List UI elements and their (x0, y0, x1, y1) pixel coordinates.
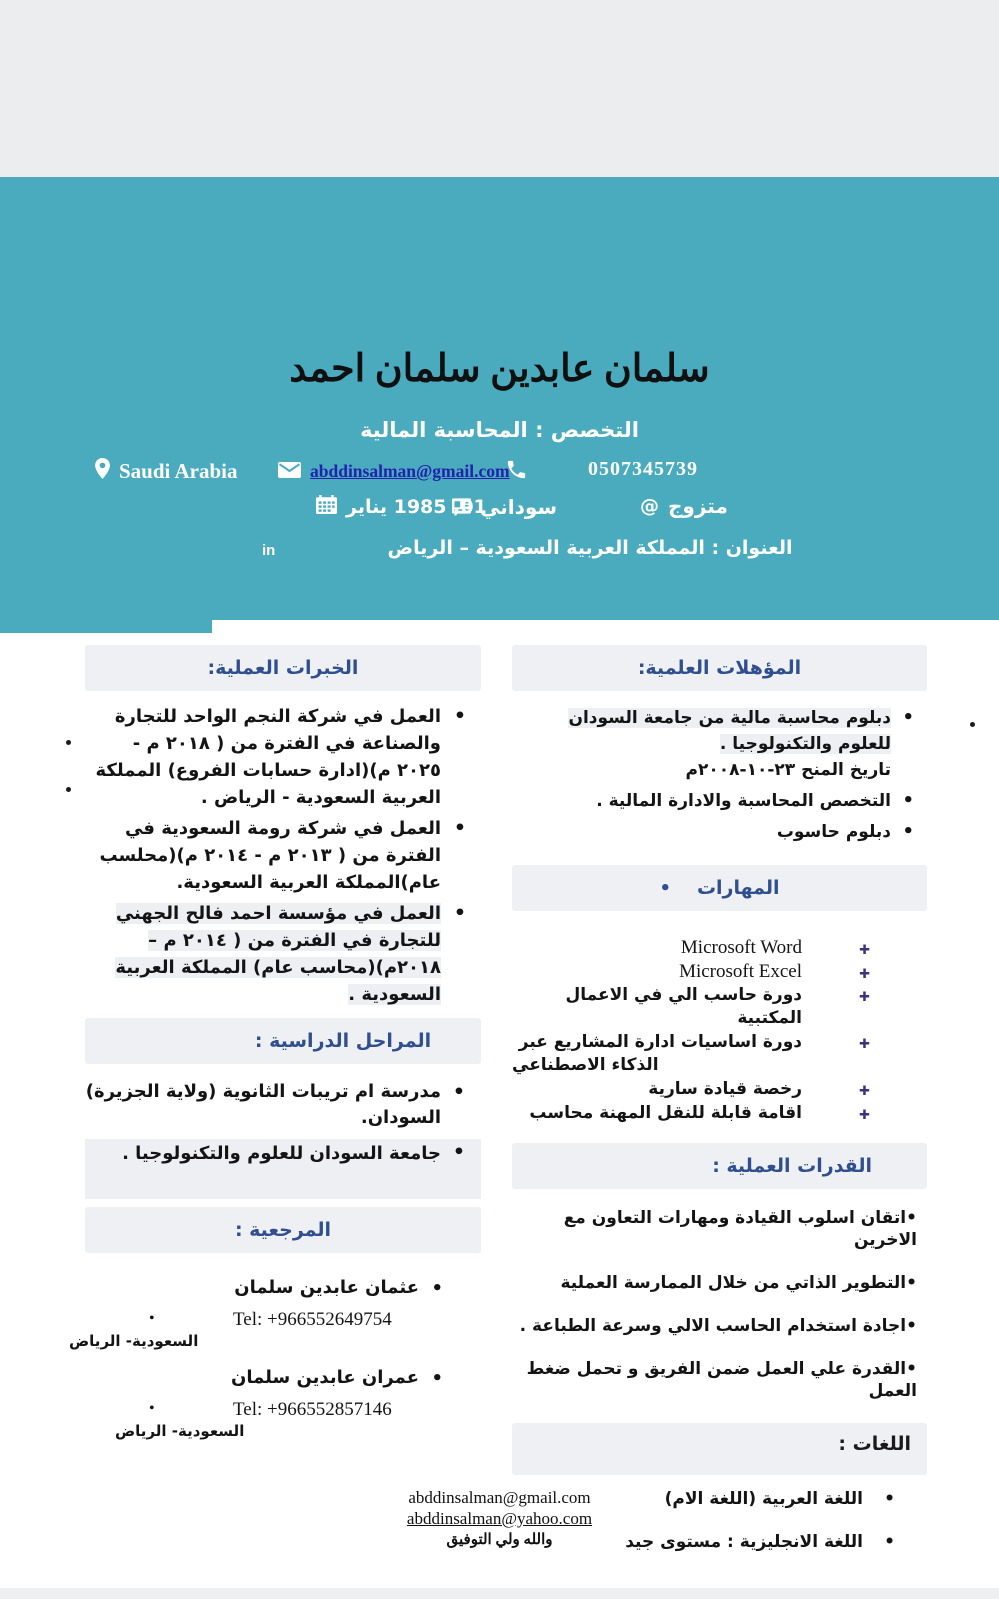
birth-date-group (316, 495, 487, 519)
section-header-references: المرجعية : (85, 1207, 481, 1253)
skill-item: ✚ Microsoft Excel (512, 960, 927, 983)
phone-icon (505, 458, 528, 485)
calendar-icon (316, 495, 337, 519)
experience-list (85, 703, 481, 1008)
skill-item: ✚ دورة اساسيات ادارة المشاريع عبر الذكاء الاصطناعي (512, 1031, 927, 1077)
reference-phone: • Tel: +966552857146 (85, 1399, 481, 1421)
marital-status-label: متزوج (668, 494, 728, 518)
skills-list (512, 936, 927, 1125)
specialty-subtitle: التخصص : المحاسبة المالية (360, 418, 639, 442)
left-column (69, 645, 481, 1457)
email-link[interactable]: abddinsalman@gmail.com (310, 461, 510, 481)
ability-item: • اتقان اسلوب القيادة ومهارات التعاون مع الاخرين (512, 1207, 927, 1251)
education-stage-item: • جامعة السودان للعلوم والتكنولوجيا . (85, 1139, 481, 1199)
marital-at-icon: @ (640, 495, 659, 517)
footer-yahoo-link[interactable]: abddinsalman@yahoo.com (406, 1509, 593, 1528)
ability-item: • اجادة استخدام الحاسب الالي وسرعة الطباعة . (512, 1315, 927, 1337)
header-teal-step (0, 620, 212, 633)
address-line: العنوان : المملكة العربية السعودية – الرياض (387, 537, 793, 559)
birth-date-label: 01, 1985 يناير (346, 496, 487, 518)
reference-phone: • Tel: +966552649754 (85, 1309, 481, 1331)
reference-location: السعودية- الرياض (69, 1332, 199, 1350)
marital-status-group (640, 494, 728, 518)
nationality-label: سوداني (480, 495, 558, 519)
skills-title: المهارات (696, 877, 780, 899)
section-header-skills (512, 865, 927, 911)
experience-item: • العمل في شركة النجم الواحد للتجارة والصناعة في الفترة من ( ٢٠١٨ م - ٢٠٢٥ م)(ادارة حسابات الفروع) المملكة العربية السعودية - الرياض . (85, 703, 481, 811)
experience-item: • العمل في شركة رومة السعودية في الفترة من ( ٢٠١٣ م - ٢٠١٤ م)(محلسب عام)المملكة العربية السعودية. (85, 815, 481, 896)
qualification-grant-date: تاريخ المنح ٢٣-١٠-٢٠٠٨م (685, 760, 891, 780)
linkedin-icon[interactable]: in (262, 542, 276, 559)
page-title: سلمان عابدين سلمان احمد (289, 348, 710, 390)
reference-name: • عمران عابدين سلمان (85, 1367, 481, 1388)
location-group (95, 458, 237, 485)
footer-gmail: abddinsalman@gmail.com (408, 1488, 591, 1507)
envelope-icon (278, 462, 301, 482)
experience-item: • العمل في مؤسسة احمد فالح الجهني للتجارة في الفترة من ( ٢٠١٤ م – ٢٠١٨م)(محاسب عام) المملكة العربية السعودية . (85, 900, 481, 1008)
section-header-qualifications: المؤهلات العلمية: (512, 645, 927, 691)
ability-item: • التطوير الذاتي من خلال الممارسة العملية (512, 1272, 927, 1294)
location-pin-icon (95, 458, 110, 485)
skill-item: ✚ Microsoft Word (512, 936, 927, 959)
top-gray-band (0, 0, 999, 177)
bottom-gray-strip (0, 1588, 999, 1599)
stray-bullet-dot (66, 787, 71, 792)
footer-closing: والله ولي التوفيق (446, 1532, 553, 1548)
abilities-list (512, 1207, 927, 1402)
section-header-abilities: القدرات العملية : (512, 1143, 927, 1189)
email-group (278, 461, 510, 482)
stray-bullet-dot (970, 722, 975, 727)
qualification-item: • التخصص المحاسبة والادارة المالية . (512, 788, 927, 814)
education-stage-item: • مدرسة ام تريبات الثانوية (ولاية الجزيرة) السودان. (85, 1079, 481, 1131)
location-label: Saudi Arabia (119, 459, 238, 483)
right-column (512, 645, 927, 1575)
education-stages-list (85, 1079, 481, 1199)
language-item: • اللغة الانجليزية : مستوى جيد (512, 1532, 927, 1552)
qualifications-list (512, 705, 927, 845)
stray-bullet-dot (66, 740, 71, 745)
references-list (69, 1277, 481, 1440)
skill-item: ✚ رخصة قيادة سارية (512, 1078, 927, 1101)
reference-name: • عثمان عابدين سلمان (85, 1277, 481, 1298)
reference-entry (85, 1367, 481, 1440)
ability-item: • القدرة علي العمل ضمن الفريق و تحمل ضغط العمل (512, 1358, 927, 1402)
section-header-languages: اللغات : (512, 1423, 927, 1475)
reference-entry (69, 1277, 481, 1350)
skills-title-bullet: • (659, 877, 671, 899)
skill-item: ✚ اقامة قابلة للنقل المهنة محاسب (512, 1102, 927, 1125)
language-item: • اللغة العربية (اللغة الام) (512, 1489, 927, 1509)
section-header-experience: الخبرات العملية: (85, 645, 481, 691)
qualification-item: • دبلوم حاسوب (512, 819, 927, 845)
footer (0, 1487, 999, 1550)
phone-number: 0507345739 (588, 458, 698, 480)
qualification-item: • دبلوم محاسبة مالية من جامعة السودان للعلوم والتكنولوجيا . تاريخ المنح ٢٣-١٠-٢٠٠٨م (512, 705, 927, 783)
section-header-education-stages: المراحل الدراسية : (85, 1018, 481, 1064)
skill-item: ✚ دورة حاسب الي في الاعمال المكتبية (512, 984, 927, 1030)
reference-location: السعودية- الرياض (115, 1422, 245, 1440)
